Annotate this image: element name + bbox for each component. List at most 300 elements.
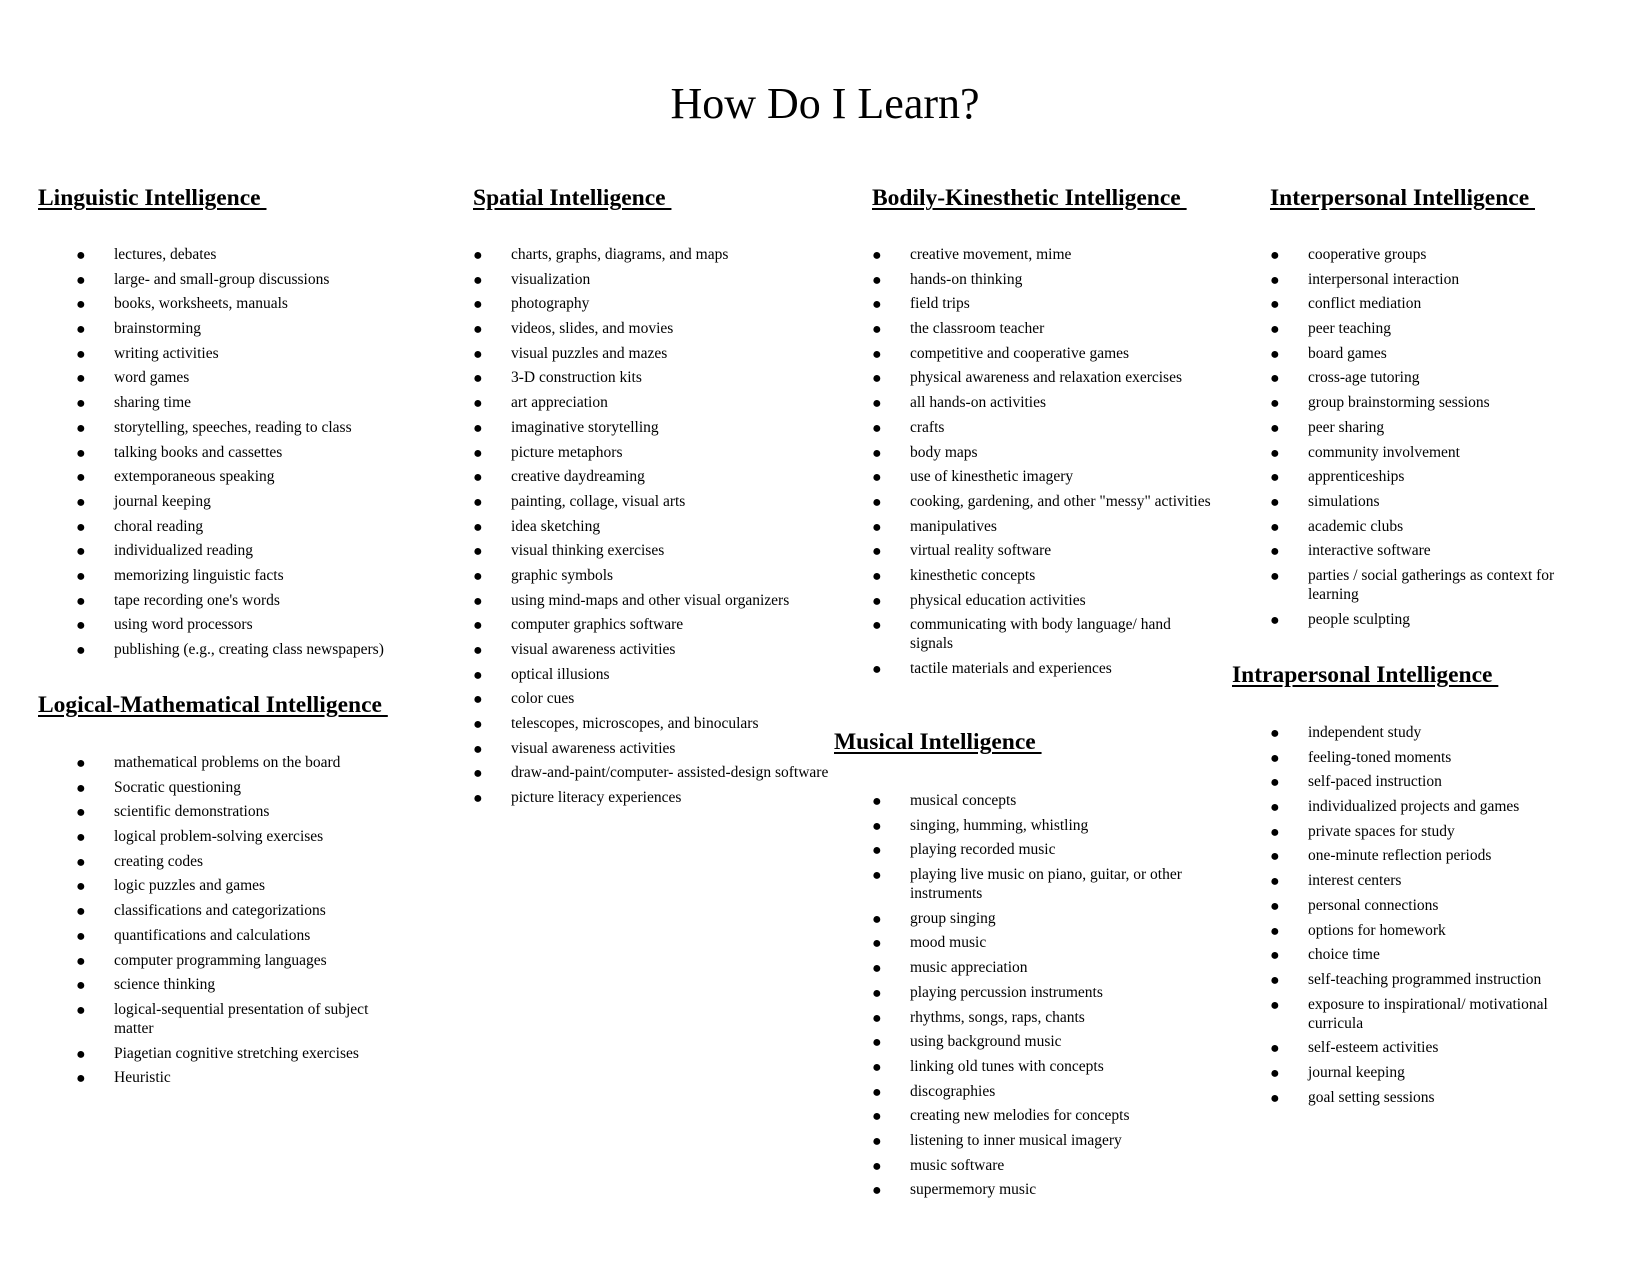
list-item: [872, 958, 1212, 977]
list-item-text: music software: [910, 1156, 1005, 1174]
list-item: [1270, 748, 1590, 767]
bullet-icon: ●: [1270, 823, 1280, 841]
list-item-text: use of kinesthetic imagery: [910, 468, 1074, 486]
list-item: [872, 1180, 1212, 1199]
list-item-text: peer sharing: [1308, 418, 1385, 436]
bullet-icon: ●: [872, 984, 882, 1002]
logical-list: [76, 753, 406, 1093]
bullet-icon: ●: [1270, 444, 1280, 462]
list-item: [872, 840, 1212, 859]
bodily-heading: Bodily-Kinesthetic Intelligence: [872, 185, 1187, 211]
bullet-icon: ●: [76, 853, 86, 871]
list-item: [872, 1106, 1212, 1125]
list-item: [1270, 921, 1590, 940]
list-item-text: private spaces for study: [1308, 822, 1455, 840]
list-item-text: creating new melodies for concepts: [910, 1107, 1130, 1125]
bodily-section: [872, 184, 1252, 212]
list-item-text: brainstorming: [114, 320, 201, 338]
list-item: [76, 1000, 406, 1038]
list-item: [76, 294, 416, 313]
list-item-text: community involvement: [1308, 443, 1460, 461]
list-item: [1270, 566, 1590, 604]
bullet-icon: ●: [1270, 971, 1280, 989]
list-item-text: interactive software: [1308, 542, 1431, 560]
list-item: [76, 443, 416, 462]
list-item: [1270, 467, 1590, 486]
bullet-icon: ●: [1270, 897, 1280, 915]
bullet-icon: ●: [1270, 518, 1280, 536]
bullet-icon: ●: [872, 617, 882, 635]
list-item-text: creative movement, mime: [910, 246, 1072, 263]
list-item: [872, 933, 1212, 952]
list-item-text: physical education activities: [910, 591, 1086, 609]
bullet-icon: ●: [1270, 567, 1280, 585]
bullet-icon: ●: [872, 910, 882, 928]
list-item: [872, 615, 1212, 653]
list-item: [473, 739, 833, 758]
list-item-text: individualized projects and games: [1308, 798, 1520, 816]
bullet-icon: ●: [76, 927, 86, 945]
musical-list: [872, 791, 1212, 1205]
list-item-text: group singing: [910, 909, 996, 927]
bullet-icon: ●: [76, 444, 86, 462]
list-item: [473, 393, 833, 412]
bullet-icon: ●: [473, 567, 483, 585]
list-item-text: extemporaneous speaking: [114, 468, 275, 486]
bullet-icon: ●: [473, 617, 483, 635]
list-item: [1270, 294, 1590, 313]
list-item: [473, 591, 833, 610]
list-item: [473, 418, 833, 437]
list-item-text: imaginative storytelling: [511, 418, 659, 436]
list-item-text: idea sketching: [511, 517, 601, 535]
list-item: [1270, 822, 1590, 841]
bullet-icon: ●: [872, 1009, 882, 1027]
bullet-icon: ●: [76, 395, 86, 413]
list-item: [76, 245, 416, 264]
bullet-icon: ●: [473, 716, 483, 734]
list-item-text: picture literacy experiences: [511, 789, 682, 807]
bullet-icon: ●: [76, 247, 86, 264]
list-item: [76, 975, 406, 994]
list-item-text: goal setting sessions: [1308, 1088, 1435, 1106]
list-item: [473, 566, 833, 585]
bullet-icon: ●: [872, 469, 882, 487]
list-item: [872, 319, 1212, 338]
list-item: [76, 778, 406, 797]
list-item-text: charts, graphs, diagrams, and maps: [511, 246, 729, 263]
logical-heading: Logical-Mathematical Intelligence: [38, 692, 388, 718]
bodily-list: [872, 245, 1212, 684]
list-item: [76, 368, 416, 387]
bullet-icon: ●: [872, 271, 882, 289]
list-item: [473, 689, 833, 708]
list-item: [76, 802, 406, 821]
list-item: [1270, 393, 1590, 412]
list-item: [76, 517, 416, 536]
bullet-icon: ●: [76, 271, 86, 289]
bullet-icon: ●: [1270, 848, 1280, 866]
bullet-icon: ●: [872, 370, 882, 388]
list-item: [872, 566, 1212, 585]
musical-section: [834, 728, 1214, 756]
list-item: [473, 492, 833, 511]
list-item-text: board games: [1308, 344, 1387, 362]
bullet-icon: ●: [1270, 271, 1280, 289]
list-item-text: body maps: [910, 443, 978, 461]
list-item-text: interpersonal interaction: [1308, 270, 1460, 288]
list-item: [872, 865, 1212, 903]
linguistic-heading: Linguistic Intelligence: [38, 185, 267, 211]
list-item-text: memorizing linguistic facts: [114, 566, 284, 584]
list-item-text: logical problem-solving exercises: [114, 828, 324, 846]
list-item: [76, 951, 406, 970]
bullet-icon: ●: [872, 960, 882, 978]
linguistic-list: [76, 245, 416, 665]
list-item: [76, 852, 406, 871]
list-item-text: interest centers: [1308, 872, 1402, 890]
bullet-icon: ●: [872, 1108, 882, 1126]
list-item: [76, 753, 406, 772]
bullet-icon: ●: [76, 903, 86, 921]
interpersonal-section: [1270, 184, 1640, 212]
bullet-icon: ●: [872, 817, 882, 835]
list-item-text: linking old tunes with concepts: [910, 1057, 1104, 1075]
bullet-icon: ●: [76, 493, 86, 511]
bullet-icon: ●: [76, 469, 86, 487]
list-item-text: field trips: [910, 295, 970, 313]
list-item: [76, 467, 416, 486]
list-item-text: picture metaphors: [511, 443, 623, 461]
bullet-icon: ●: [872, 321, 882, 339]
list-item: [473, 319, 833, 338]
bullet-icon: ●: [872, 543, 882, 561]
list-item-text: self-esteem activities: [1308, 1039, 1439, 1057]
bullet-icon: ●: [473, 345, 483, 363]
list-item-text: word games: [114, 369, 190, 387]
bullet-icon: ●: [872, 1157, 882, 1175]
list-item-text: using mind-maps and other visual organizers: [511, 591, 790, 609]
list-item-text: academic clubs: [1308, 517, 1404, 535]
list-item: [1270, 610, 1590, 629]
list-item: [1270, 896, 1590, 915]
bullet-icon: ●: [1270, 611, 1280, 629]
list-item-text: Socratic questioning: [114, 778, 241, 796]
bullet-icon: ●: [76, 345, 86, 363]
list-item-text: cross-age tutoring: [1308, 369, 1420, 387]
list-item-text: painting, collage, visual arts: [511, 492, 686, 510]
bullet-icon: ●: [872, 1058, 882, 1076]
list-item-text: Piagetian cognitive stretching exercises: [114, 1044, 359, 1062]
bullet-icon: ●: [473, 444, 483, 462]
bullet-icon: ●: [76, 829, 86, 847]
list-item-text: discographies: [910, 1082, 996, 1100]
list-item-text: talking books and cassettes: [114, 443, 283, 461]
list-item: [1270, 344, 1590, 363]
list-item-text: computer graphics software: [511, 616, 684, 634]
list-item-text: personal connections: [1308, 896, 1439, 914]
list-item-text: sharing time: [114, 394, 192, 412]
list-item-text: simulations: [1308, 492, 1380, 510]
list-item: [1270, 270, 1590, 289]
list-item-text: physical awareness and relaxation exercises: [910, 369, 1182, 387]
list-item-text: logical-sequential presentation of subject matter: [114, 1000, 369, 1037]
bullet-icon: ●: [872, 395, 882, 413]
list-item-text: science thinking: [114, 976, 216, 994]
bullet-icon: ●: [1270, 419, 1280, 437]
bullet-icon: ●: [1270, 996, 1280, 1014]
list-item: [473, 467, 833, 486]
bullet-icon: ●: [872, 1083, 882, 1101]
bullet-icon: ●: [76, 617, 86, 635]
list-item: [76, 270, 416, 289]
list-item: [1270, 995, 1590, 1033]
list-item: [872, 245, 1212, 264]
list-item-text: quantifications and calculations: [114, 926, 311, 944]
list-item: [872, 791, 1212, 810]
list-item: [872, 659, 1212, 678]
list-item-text: manipulatives: [910, 517, 997, 535]
bullet-icon: ●: [872, 867, 882, 885]
list-item-text: visual awareness activities: [511, 739, 676, 757]
list-item: [872, 1057, 1212, 1076]
bullet-icon: ●: [872, 247, 882, 264]
bullet-icon: ●: [76, 878, 86, 896]
list-item: [872, 294, 1212, 313]
list-item: [1270, 541, 1590, 560]
list-item-text: logic puzzles and games: [114, 877, 266, 895]
list-item: [1270, 871, 1590, 890]
list-item-text: independent study: [1308, 724, 1422, 741]
list-item: [872, 1156, 1212, 1175]
bullet-icon: ●: [473, 666, 483, 684]
list-item-text: visual puzzles and mazes: [511, 344, 668, 362]
list-item: [76, 876, 406, 895]
list-item: [872, 983, 1212, 1002]
bullet-icon: ●: [1270, 345, 1280, 363]
bullet-icon: ●: [1270, 1064, 1280, 1082]
list-item-text: Heuristic: [114, 1069, 171, 1087]
list-item-text: supermemory music: [910, 1181, 1037, 1199]
list-item: [1270, 723, 1590, 742]
list-item-text: telescopes, microscopes, and binoculars: [511, 715, 759, 733]
bullet-icon: ●: [872, 793, 882, 810]
bullet-icon: ●: [76, 1070, 86, 1088]
list-item-text: apprenticeships: [1308, 468, 1405, 486]
list-item-text: optical illusions: [511, 665, 610, 683]
bullet-icon: ●: [872, 419, 882, 437]
list-item: [872, 467, 1212, 486]
list-item: [473, 245, 833, 264]
bullet-icon: ●: [1270, 296, 1280, 314]
list-item: [473, 294, 833, 313]
page-title: How Do I Learn?: [670, 79, 980, 128]
bullet-icon: ●: [473, 370, 483, 388]
list-item: [473, 443, 833, 462]
intrapersonal-section: [1232, 661, 1632, 689]
list-item-text: singing, humming, whistling: [910, 816, 1089, 834]
bullet-icon: ●: [76, 977, 86, 995]
list-item-text: mood music: [910, 934, 987, 952]
list-item: [872, 591, 1212, 610]
list-item-text: all hands-on activities: [910, 394, 1047, 412]
bullet-icon: ●: [473, 642, 483, 659]
list-item-text: visual thinking exercises: [511, 542, 665, 560]
list-item: [76, 541, 416, 560]
bullet-icon: ●: [1270, 774, 1280, 792]
bullet-icon: ●: [473, 271, 483, 289]
bullet-icon: ●: [872, 518, 882, 536]
linguistic-section: [38, 184, 438, 212]
list-item-text: playing percussion instruments: [910, 983, 1103, 1001]
list-item-text: rhythms, songs, raps, chants: [910, 1008, 1085, 1026]
list-item-text: peer teaching: [1308, 320, 1392, 338]
bullet-icon: ●: [1270, 247, 1280, 264]
bullet-icon: ●: [872, 661, 882, 678]
bullet-icon: ●: [872, 345, 882, 363]
bullet-icon: ●: [473, 740, 483, 758]
list-item: [1270, 772, 1590, 791]
list-item-text: publishing (e.g., creating class newspapers): [114, 641, 384, 658]
bullet-icon: ●: [872, 1132, 882, 1150]
list-item: [872, 909, 1212, 928]
list-item-text: art appreciation: [511, 394, 608, 412]
list-item: [1270, 797, 1590, 816]
list-item-text: tape recording one's words: [114, 591, 280, 609]
list-item: [1270, 418, 1590, 437]
list-item-text: individualized reading: [114, 542, 254, 560]
bullet-icon: ●: [473, 469, 483, 487]
list-item: [1270, 443, 1590, 462]
bullet-icon: ●: [76, 321, 86, 339]
bullet-icon: ●: [1270, 543, 1280, 561]
list-item: [1270, 492, 1590, 511]
bullet-icon: ●: [473, 321, 483, 339]
list-item: [872, 1032, 1212, 1051]
list-item: [76, 901, 406, 920]
bullet-icon: ●: [872, 493, 882, 511]
list-item: [872, 270, 1212, 289]
list-item-text: visualization: [511, 270, 591, 288]
list-item-text: scientific demonstrations: [114, 803, 270, 821]
bullet-icon: ●: [1270, 1040, 1280, 1058]
bullet-icon: ●: [76, 952, 86, 970]
list-item: [1270, 846, 1590, 865]
list-item-text: creative daydreaming: [511, 468, 645, 486]
bullet-icon: ●: [872, 935, 882, 953]
bullet-icon: ●: [1270, 873, 1280, 891]
list-item: [1270, 1038, 1590, 1057]
list-item: [76, 566, 416, 585]
list-item: [473, 615, 833, 634]
list-item: [872, 393, 1212, 412]
bullet-icon: ●: [473, 395, 483, 413]
list-item: [473, 788, 833, 807]
spatial-section: [473, 184, 853, 212]
bullet-icon: ●: [473, 592, 483, 610]
list-item: [473, 344, 833, 363]
list-item-text: listening to inner musical imagery: [910, 1131, 1122, 1149]
list-item-text: crafts: [910, 418, 945, 436]
list-item: [76, 615, 416, 634]
list-item-text: using background music: [910, 1033, 1062, 1051]
bullet-icon: ●: [76, 518, 86, 536]
list-item-text: self-teaching programmed instruction: [1308, 970, 1542, 988]
list-item: [872, 492, 1212, 511]
list-item-text: journal keeping: [1308, 1063, 1405, 1081]
bullet-icon: ●: [473, 691, 483, 709]
bullet-icon: ●: [1270, 799, 1280, 817]
list-item: [473, 714, 833, 733]
list-item-text: creating codes: [114, 852, 204, 870]
bullet-icon: ●: [76, 419, 86, 437]
list-item: [76, 640, 416, 659]
bullet-icon: ●: [76, 543, 86, 561]
list-item-text: tactile materials and experiences: [910, 660, 1112, 677]
list-item-text: one-minute reflection periods: [1308, 847, 1492, 865]
bullet-icon: ●: [76, 567, 86, 585]
list-item-text: competitive and cooperative games: [910, 344, 1130, 362]
list-item: [473, 517, 833, 536]
list-item-text: the classroom teacher: [910, 320, 1045, 338]
list-item-text: people sculpting: [1308, 610, 1411, 628]
bullet-icon: ●: [872, 444, 882, 462]
list-item-text: videos, slides, and movies: [511, 320, 674, 338]
list-item: [872, 418, 1212, 437]
bullet-icon: ●: [76, 592, 86, 610]
bullet-icon: ●: [76, 370, 86, 388]
list-item-text: music appreciation: [910, 959, 1028, 977]
list-item: [872, 1008, 1212, 1027]
list-item: [76, 344, 416, 363]
list-item-text: parties / social gatherings as context for learning: [1308, 566, 1555, 603]
list-item-text: using word processors: [114, 616, 253, 634]
bullet-icon: ●: [76, 1045, 86, 1063]
musical-heading: Musical Intelligence: [834, 729, 1042, 755]
bullet-icon: ●: [76, 1001, 86, 1019]
list-item: [473, 368, 833, 387]
bullet-icon: ●: [1270, 493, 1280, 511]
list-item-text: cooking, gardening, and other "messy" activities: [910, 492, 1211, 510]
list-item-text: self-paced instruction: [1308, 773, 1442, 791]
list-item: [76, 393, 416, 412]
list-item: [1270, 1063, 1590, 1082]
list-item: [872, 816, 1212, 835]
list-item: [76, 418, 416, 437]
list-item-text: visual awareness activities: [511, 641, 676, 658]
list-item-text: hands-on thinking: [910, 270, 1023, 288]
bullet-icon: ●: [1270, 395, 1280, 413]
list-item-text: options for homework: [1308, 921, 1446, 939]
list-item-text: draw-and-paint/computer- assisted-design software: [511, 764, 829, 782]
list-item-text: graphic symbols: [511, 566, 614, 584]
list-item-text: color cues: [511, 690, 575, 708]
bullet-icon: ●: [76, 296, 86, 314]
list-item: [76, 492, 416, 511]
interpersonal-list: [1270, 245, 1590, 634]
list-item: [76, 926, 406, 945]
list-item-text: mathematical problems on the board: [114, 754, 341, 771]
list-item-text: conflict mediation: [1308, 295, 1422, 313]
bullet-icon: ●: [1270, 922, 1280, 940]
list-item-text: musical concepts: [910, 792, 1017, 809]
list-item-text: choral reading: [114, 517, 204, 535]
list-item-text: playing recorded music: [910, 841, 1056, 859]
bullet-icon: ●: [1270, 370, 1280, 388]
bullet-icon: ●: [872, 296, 882, 314]
bullet-icon: ●: [1270, 725, 1280, 742]
list-item: [76, 1068, 406, 1087]
